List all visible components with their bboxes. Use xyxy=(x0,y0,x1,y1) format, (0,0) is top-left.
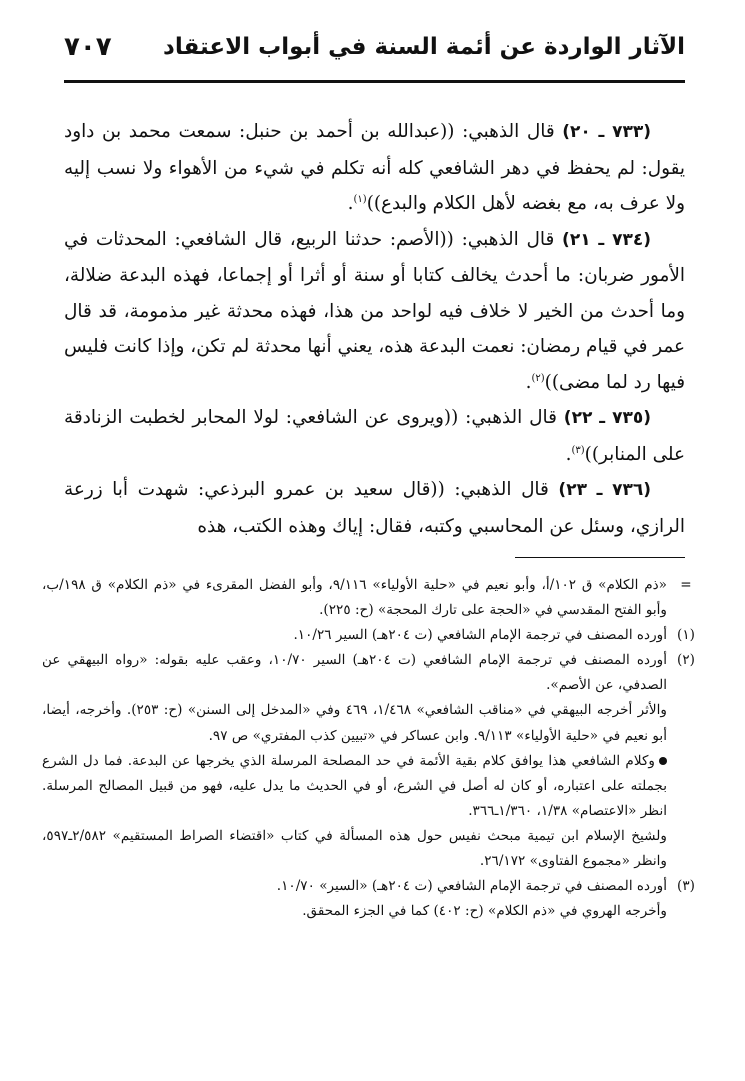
footnote-text: أورده المصنف في ترجمة الإمام الشافعي (ت ٢٠٤هـ) «السير» ١٠/٧٠. xyxy=(276,878,667,895)
footnote-text: أورده المصنف في ترجمة الإمام الشافعي (ت ٢٠٤هـ) السير ١٠/٢٦. xyxy=(293,627,667,644)
paragraph-end: . xyxy=(565,443,572,465)
footnote-mark: = xyxy=(680,577,692,593)
footnote-continuation xyxy=(42,573,705,623)
footnote-text: وأخرجه الهروي في «ذم الكلام» (ح: ٤٠٢) كما في الجزء المحقق. xyxy=(302,903,667,920)
footnote-3 xyxy=(42,874,705,924)
athar-number: (٧٣٦ ـ ٢٣) xyxy=(558,480,651,500)
paragraph-text: قال الذهبي: ((ويروى عن الشافعي: لولا المحابر لخطبت الزنادقة على المنابر)) xyxy=(64,407,685,465)
paragraph xyxy=(64,114,685,222)
footnote-text: «ذم الكلام» ق ١٠٢/أ، وأبو نعيم في «حلية الأولياء» ٩/١١٦، وأبو الفضل المقرىء في «ذم الكلام» ق ١٩٨/ب، وأبو الفتح المقدسي في «الحجة على تارك المحجة» (ح: ٢٢٥). xyxy=(42,577,668,619)
footnote-separator xyxy=(515,557,685,558)
footnote-comment xyxy=(42,749,667,824)
paragraph-text: قال الذهبي: ((عبدالله بن أحمد بن حنبل: سمعت محمد بن داود يقول: لم يحفظ في دهر الشافعي كله أنه تكلم في شيء من الأهواء ولا نسب إليه ولا عرف به، مع بغضه لأهل الكلام والبدع)) xyxy=(64,121,685,214)
bullet-icon xyxy=(659,757,667,765)
footnote-text: ولشيخ الإسلام ابن تيمية مبحث نفيس حول هذه المسألة في كتاب «اقتضاء الصراط المستقيم» ٢/٥٨٢ـ٥٩٧، وانظر «مجموع الفتاوى» ٢٦/١٧٢. xyxy=(42,827,667,870)
paragraph xyxy=(64,400,685,472)
footnote-ref[interactable]: (١) xyxy=(353,193,367,205)
paragraph-text: قال الذهبي: ((قال سعيد بن عمرو البرذعي: شهدت أبا زرعة الرازي، وسئل عن المحاسبي وكتبه، فقال: إياك وهذه الكتب، هذه xyxy=(64,479,685,537)
page-header xyxy=(64,28,685,83)
footnote-text: والأثر أخرجه البيهقي في «مناقب الشافعي» ١/٤٦٨، ٤٦٩ وفي «المدخل إلى السنن» (ح: ٢٥٣). وأخرجه، أيضا، أبو نعيم في «حلية الأولياء» ٩/١١٣. وابن عساكر في «تبيين كذب المفتري» ص ٩٧. xyxy=(42,702,667,744)
footnote-2 xyxy=(42,648,705,874)
athar-number: (٧٣٤ ـ ٢١) xyxy=(562,229,651,250)
paragraph-end: . xyxy=(525,371,532,393)
main-text xyxy=(64,114,685,544)
paragraph xyxy=(64,222,685,401)
footnote-ref[interactable]: (٣) xyxy=(571,444,585,456)
page-number: ٧٠٧ xyxy=(64,32,112,62)
footnote-text: وكلام الشافعي هذا يوافق كلام بقية الأئمة في حد المصلحة المرسلة الذي يخرجها عن البدعة. فما دل الشرع بجملته على اعتباره، أو كان له أصل في الشرع، أو في الحديث ما يدل عليه، فهو من قبيل المصالح المرسلة. انظر «الاعتصام» ١/٣٨، ١/٣٦٠ـ٣٦٦. xyxy=(42,752,667,819)
footnote-mark: (٢) xyxy=(677,652,695,669)
athar-number: (٧٣٣ ـ ٢٠) xyxy=(562,122,651,142)
footnote-1 xyxy=(42,623,705,648)
footnote-mark: (٣) xyxy=(677,878,695,895)
paragraph xyxy=(64,472,685,544)
paragraph-end: . xyxy=(347,193,354,214)
footnote-ref[interactable]: (٢) xyxy=(531,372,545,384)
footnotes xyxy=(42,573,705,924)
athar-number: (٧٣٥ ـ ٢٢) xyxy=(563,408,651,428)
paragraph-text: قال الذهبي: ((الأصم: حدثنا الربيع، قال الشافعي: المحدثات في الأمور ضربان: ما أحدث يخالف كتابا أو سنة أو أثرا أو إجماعا، فهذه البدعة ضلالة، وما أحدث من الخير لا خلاف فيه لواحد من هذا، فهذه محدثة غير مذمومة، قد قال عمر في قيام رمضان: نعمت البدعة هذه، يعني أنها محدثة لم تكن، وإذا كانت فليس فيها رد لما مضى)) xyxy=(64,228,685,393)
footnote-mark: (١) xyxy=(677,627,695,644)
running-title: الآثار الواردة عن أئمة السنة في أبواب الاعتقاد xyxy=(163,34,685,60)
footnote-text: أورده المصنف في ترجمة الإمام الشافعي (ت ٢٠٤هـ) السير ١٠/٧٠، وعقب عليه بقوله: «رواه البيهقي عن الصدفي، عن الأصم». xyxy=(42,652,667,694)
